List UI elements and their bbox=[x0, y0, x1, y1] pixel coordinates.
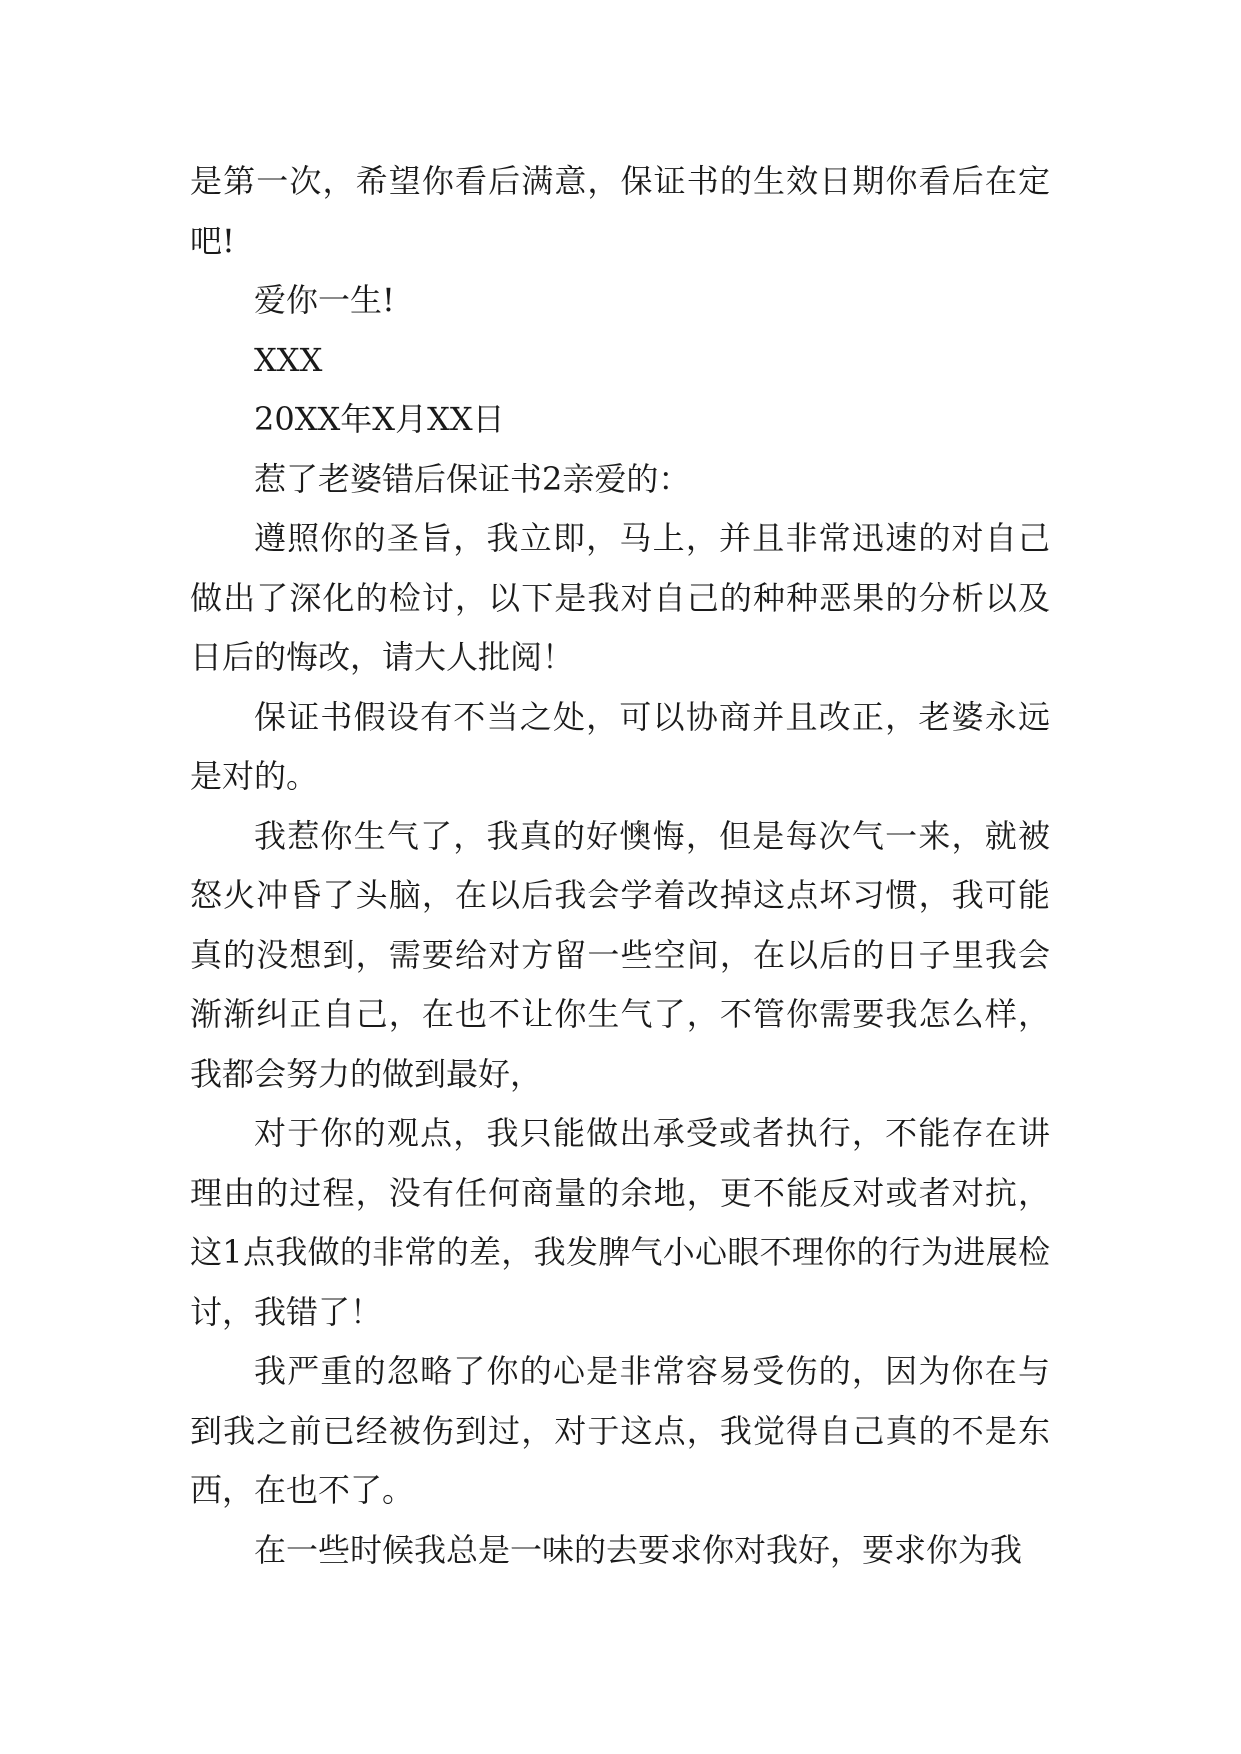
paragraph-neglect: 我严重的忽略了你的心是非常容易受伤的，因为你在与到我之前已经被伤到过，对于这点，我觉得自己真的不是东西，在也不了。 bbox=[190, 1352, 1050, 1509]
section-heading-greeting: 惹了老婆错后保证书2亲爱的： bbox=[254, 459, 691, 498]
paragraph-demands: 在一些时候我总是一味的去要求你对我好，要求你为我 bbox=[254, 1530, 1023, 1569]
signature-name: XXX bbox=[254, 340, 323, 379]
closing-line: 爱你一生! bbox=[254, 281, 395, 319]
paragraph-regret: 我惹你生气了，我真的好懊悔，但是每次气一来，就被怒火冲昏了头脑，在以后我会学着改掉这点坏习惯，我可能真的没想到，需要给对方留一些空间，在以后的日子里我会渐渐纠正自己，在也不让你生气了，不管你需要我怎么样，我都会努力的做到最好， bbox=[190, 816, 1050, 1093]
paragraph-viewpoint: 对于你的观点，我只能做出承受或者执行，不能存在讲理由的过程，没有任何商量的余地，更不能反对或者对抗，这1点我做的非常的差，我发脾气小心眼不理你的行为进展检讨，我错了！ bbox=[190, 1114, 1050, 1331]
paragraph-continuation: 是第一次，希望你看后满意，保证书的生效日期你看后在定吧! bbox=[190, 162, 1050, 260]
paragraph-disclaimer: 保证书假设有不当之处，可以协商并且改正，老婆永远是对的。 bbox=[190, 697, 1050, 795]
paragraph-intro: 遵照你的圣旨，我立即，马上，并且非常迅速的对自己做出了深化的检讨，以下是我对自己的种种恶果的分析以及日后的悔改，请大人批阅！ bbox=[190, 519, 1050, 676]
signature-date: 20XX年X月XX日 bbox=[254, 400, 505, 438]
document-body bbox=[190, 152, 1050, 1580]
